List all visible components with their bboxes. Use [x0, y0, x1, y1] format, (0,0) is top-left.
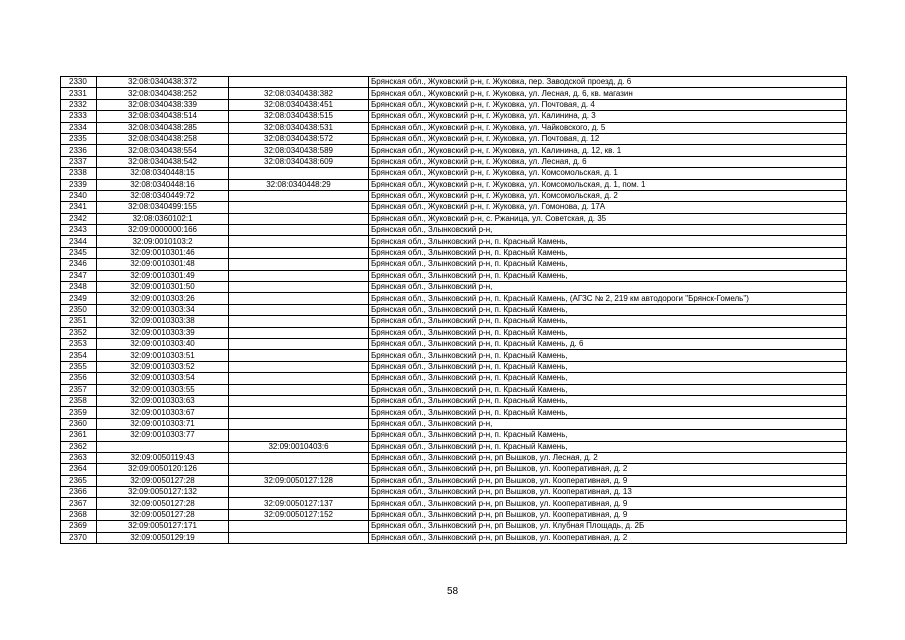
address-cell: Брянская обл., Злынковский р-н,: [369, 282, 847, 293]
address-cell: Брянская обл., Жуковский р-н, г. Жуковка, ул. Лесная, д. 6: [369, 156, 847, 167]
address-cell: Брянская обл., Злынковский р-н, п. Красный Камень,: [369, 304, 847, 315]
page-number: 58: [446, 586, 459, 597]
row-number-cell: 2367: [61, 498, 97, 509]
row-number-cell: 2336: [61, 145, 97, 156]
cadastral-number-cell: 32:08:0360102:1: [97, 213, 229, 224]
row-number-cell: 2358: [61, 395, 97, 406]
cadastral-number-cell: 32:09:0050129:19: [97, 532, 229, 543]
row-number-cell: 2360: [61, 418, 97, 429]
table-row: [61, 293, 847, 304]
cadastral-number-cell: 32:09:0010303:55: [97, 384, 229, 395]
cadastral-number-cell: 32:08:0340438:542: [97, 156, 229, 167]
table-row: [61, 441, 847, 452]
building-cadastral-number-cell: 32:08:0340448:29: [229, 179, 369, 190]
table-row: [61, 452, 847, 463]
table-row: [61, 145, 847, 156]
building-cadastral-number-cell: [229, 532, 369, 543]
row-number-cell: 2347: [61, 270, 97, 281]
cadastral-number-cell: 32:09:0010303:71: [97, 418, 229, 429]
address-cell: Брянская обл., Злынковский р-н, п. Красный Камень,: [369, 384, 847, 395]
table-row: [61, 168, 847, 179]
building-cadastral-number-cell: [229, 225, 369, 236]
row-number-cell: 2361: [61, 430, 97, 441]
table-row: [61, 532, 847, 543]
building-cadastral-number-cell: [229, 77, 369, 88]
address-cell: Брянская обл., Злынковский р-н, п. Красный Камень,: [369, 361, 847, 372]
address-cell: Брянская обл., Злынковский р-н, п. Красный Камень,: [369, 259, 847, 270]
table-row: [61, 509, 847, 520]
address-cell: Брянская обл., Злынковский р-н,: [369, 225, 847, 236]
row-number-cell: 2369: [61, 521, 97, 532]
building-cadastral-number-cell: [229, 282, 369, 293]
building-cadastral-number-cell: [229, 487, 369, 498]
table-row: [61, 464, 847, 475]
table-row: [61, 111, 847, 122]
building-cadastral-number-cell: [229, 373, 369, 384]
cadastral-number-cell: 32:09:0000000:166: [97, 225, 229, 236]
cadastral-number-cell: 32:09:0050127:28: [97, 509, 229, 520]
building-cadastral-number-cell: [229, 350, 369, 361]
row-number-cell: 2340: [61, 190, 97, 201]
cadastral-number-cell: 32:09:0050120:126: [97, 464, 229, 475]
cadastral-number-cell: 32:08:0340438:258: [97, 133, 229, 144]
row-number-cell: 2346: [61, 259, 97, 270]
building-cadastral-number-cell: 32:09:0010403:6: [229, 441, 369, 452]
row-number-cell: 2344: [61, 236, 97, 247]
address-cell: Брянская обл., Злынковский р-н, п. Красный Камень,: [369, 316, 847, 327]
table-row: [61, 236, 847, 247]
table-row: [61, 361, 847, 372]
address-cell: Брянская обл., Жуковский р-н, г. Жуковка, ул. Калинина, д. 12, кв. 1: [369, 145, 847, 156]
property-table: [60, 76, 847, 544]
address-cell: Брянская обл., Злынковский р-н, рп Вышков, ул. Кооперативная, д. 9: [369, 509, 847, 520]
building-cadastral-number-cell: [229, 384, 369, 395]
address-cell: Брянская обл., Злынковский р-н, рп Вышков, ул. Клубная Площадь, д. 2Б: [369, 521, 847, 532]
address-cell: Брянская обл., Жуковский р-н, с. Ржаница, ул. Советская, д. 35: [369, 213, 847, 224]
row-number-cell: 2332: [61, 99, 97, 110]
cadastral-number-cell: 32:09:0010303:26: [97, 293, 229, 304]
document-page: [60, 76, 846, 544]
table-row: [61, 202, 847, 213]
address-cell: Брянская обл., Злынковский р-н, п. Красный Камень,: [369, 270, 847, 281]
building-cadastral-number-cell: [229, 395, 369, 406]
cadastral-number-cell: 32:09:0010303:52: [97, 361, 229, 372]
row-number-cell: 2370: [61, 532, 97, 543]
table-row: [61, 133, 847, 144]
building-cadastral-number-cell: [229, 327, 369, 338]
address-cell: Брянская обл., Жуковский р-н, г. Жуковка, ул. Комсомольская, д. 1, пом. 1: [369, 179, 847, 190]
cadastral-number-cell: 32:09:0010303:54: [97, 373, 229, 384]
cadastral-number-cell: 32:09:0010301:46: [97, 247, 229, 258]
building-cadastral-number-cell: [229, 168, 369, 179]
cadastral-number-cell: 32:09:0010303:51: [97, 350, 229, 361]
row-number-cell: 2359: [61, 407, 97, 418]
cadastral-number-cell: 32:09:0010301:48: [97, 259, 229, 270]
building-cadastral-number-cell: [229, 521, 369, 532]
row-number-cell: 2342: [61, 213, 97, 224]
row-number-cell: 2348: [61, 282, 97, 293]
address-cell: Брянская обл., Жуковский р-н, г. Жуковка, ул. Почтовая, д. 4: [369, 99, 847, 110]
table-row: [61, 225, 847, 236]
cadastral-number-cell: 32:08:0340438:339: [97, 99, 229, 110]
cadastral-number-cell: 32:09:0050119:43: [97, 452, 229, 463]
table-row: [61, 179, 847, 190]
table-row: [61, 430, 847, 441]
address-cell: Брянская обл., Жуковский р-н, г. Жуковка, ул. Почтовая, д. 12: [369, 133, 847, 144]
table-row: [61, 373, 847, 384]
building-cadastral-number-cell: [229, 407, 369, 418]
row-number-cell: 2362: [61, 441, 97, 452]
cadastral-number-cell: 32:08:0340448:15: [97, 168, 229, 179]
row-number-cell: 2333: [61, 111, 97, 122]
table-row: [61, 122, 847, 133]
table-row: [61, 327, 847, 338]
table-row: [61, 487, 847, 498]
cadastral-number-cell: 32:09:0010303:77: [97, 430, 229, 441]
building-cadastral-number-cell: [229, 259, 369, 270]
row-number-cell: 2341: [61, 202, 97, 213]
address-cell: Брянская обл., Жуковский р-н, г. Жуковка, ул. Комсомольская, д. 1: [369, 168, 847, 179]
table-row: [61, 282, 847, 293]
table-row: [61, 338, 847, 349]
building-cadastral-number-cell: [229, 236, 369, 247]
cadastral-number-cell: 32:09:0010103:2: [97, 236, 229, 247]
building-cadastral-number-cell: 32:08:0340438:609: [229, 156, 369, 167]
cadastral-number-cell: 32:09:0010303:39: [97, 327, 229, 338]
table-row: [61, 99, 847, 110]
address-cell: Брянская обл., Злынковский р-н, п. Красный Камень,: [369, 430, 847, 441]
row-number-cell: 2364: [61, 464, 97, 475]
cadastral-number-cell: 32:08:0340438:252: [97, 88, 229, 99]
table-row: [61, 88, 847, 99]
table-row: [61, 521, 847, 532]
row-number-cell: 2350: [61, 304, 97, 315]
building-cadastral-number-cell: [229, 338, 369, 349]
address-cell: Брянская обл., Злынковский р-н, рп Вышков, ул. Кооперативная, д. 9: [369, 498, 847, 509]
table-row: [61, 190, 847, 201]
building-cadastral-number-cell: [229, 418, 369, 429]
row-number-cell: 2338: [61, 168, 97, 179]
cadastral-number-cell: 32:09:0010301:49: [97, 270, 229, 281]
address-cell: Брянская обл., Злынковский р-н, рп Вышков, ул. Кооперативная, д. 9: [369, 475, 847, 486]
table-row: [61, 498, 847, 509]
address-cell: Брянская обл., Злынковский р-н, п. Красный Камень,: [369, 407, 847, 418]
building-cadastral-number-cell: 32:08:0340438:382: [229, 88, 369, 99]
row-number-cell: 2345: [61, 247, 97, 258]
address-cell: Брянская обл., Злынковский р-н, п. Красный Камень,: [369, 441, 847, 452]
table-row: [61, 259, 847, 270]
building-cadastral-number-cell: [229, 464, 369, 475]
table-row: [61, 407, 847, 418]
building-cadastral-number-cell: [229, 190, 369, 201]
row-number-cell: 2334: [61, 122, 97, 133]
address-cell: Брянская обл., Жуковский р-н, г. Жуковка, пер. Заводской проезд, д. 6: [369, 77, 847, 88]
row-number-cell: 2354: [61, 350, 97, 361]
cadastral-number-cell: 32:08:0340438:554: [97, 145, 229, 156]
cadastral-number-cell: 32:08:0340499:155: [97, 202, 229, 213]
address-cell: Брянская обл., Жуковский р-н, г. Жуковка, ул. Калинина, д. 3: [369, 111, 847, 122]
building-cadastral-number-cell: [229, 452, 369, 463]
building-cadastral-number-cell: [229, 293, 369, 304]
cadastral-number-cell: 32:09:0010303:40: [97, 338, 229, 349]
row-number-cell: 2337: [61, 156, 97, 167]
cadastral-number-cell: 32:08:0340448:16: [97, 179, 229, 190]
address-cell: Брянская обл., Злынковский р-н, рп Вышков, ул. Кооперативная, д. 13: [369, 487, 847, 498]
table-row: [61, 213, 847, 224]
building-cadastral-number-cell: [229, 361, 369, 372]
cadastral-number-cell: 32:09:0050127:171: [97, 521, 229, 532]
row-number-cell: 2349: [61, 293, 97, 304]
row-number-cell: 2363: [61, 452, 97, 463]
address-cell: Брянская обл., Жуковский р-н, г. Жуковка, ул. Чайковского, д. 5: [369, 122, 847, 133]
building-cadastral-number-cell: [229, 202, 369, 213]
address-cell: Брянская обл., Злынковский р-н, п. Красный Камень, (АГЗС № 2, 219 км автодороги "Брянск-Гомель"): [369, 293, 847, 304]
building-cadastral-number-cell: 32:09:0050127:137: [229, 498, 369, 509]
building-cadastral-number-cell: [229, 270, 369, 281]
building-cadastral-number-cell: [229, 247, 369, 258]
building-cadastral-number-cell: [229, 316, 369, 327]
row-number-cell: 2357: [61, 384, 97, 395]
row-number-cell: 2368: [61, 509, 97, 520]
row-number-cell: 2330: [61, 77, 97, 88]
building-cadastral-number-cell: 32:08:0340438:589: [229, 145, 369, 156]
table-row: [61, 270, 847, 281]
cadastral-number-cell: 32:08:0340438:372: [97, 77, 229, 88]
address-cell: Брянская обл., Жуковский р-н, г. Жуковка, ул. Гомонова, д. 17А: [369, 202, 847, 213]
row-number-cell: 2331: [61, 88, 97, 99]
cadastral-number-cell: 32:09:0010303:34: [97, 304, 229, 315]
table-row: [61, 475, 847, 486]
cadastral-number-cell: 32:09:0010303:63: [97, 395, 229, 406]
address-cell: Брянская обл., Злынковский р-н, п. Красный Камень,: [369, 327, 847, 338]
building-cadastral-number-cell: 32:08:0340438:572: [229, 133, 369, 144]
address-cell: Брянская обл., Злынковский р-н, рп Вышков, ул. Кооперативная, д. 2: [369, 532, 847, 543]
cadastral-number-cell: 32:09:0050127:132: [97, 487, 229, 498]
address-cell: Брянская обл., Жуковский р-н, г. Жуковка, ул. Лесная, д. 6, кв. магазин: [369, 88, 847, 99]
address-cell: Брянская обл., Злынковский р-н, п. Красный Камень, д. 6: [369, 338, 847, 349]
table-row: [61, 316, 847, 327]
address-cell: Брянская обл., Жуковский р-н, г. Жуковка, ул. Комсомольская, д. 2: [369, 190, 847, 201]
row-number-cell: 2351: [61, 316, 97, 327]
address-cell: Брянская обл., Злынковский р-н, п. Красный Камень,: [369, 395, 847, 406]
row-number-cell: 2356: [61, 373, 97, 384]
table-row: [61, 247, 847, 258]
cadastral-number-cell: 32:08:0340449:72: [97, 190, 229, 201]
building-cadastral-number-cell: 32:08:0340438:515: [229, 111, 369, 122]
address-cell: Брянская обл., Злынковский р-н, рп Вышков, ул. Кооперативная, д. 2: [369, 464, 847, 475]
row-number-cell: 2355: [61, 361, 97, 372]
row-number-cell: 2365: [61, 475, 97, 486]
address-cell: Брянская обл., Злынковский р-н, п. Красный Камень,: [369, 350, 847, 361]
address-cell: Брянская обл., Злынковский р-н, п. Красный Камень,: [369, 236, 847, 247]
cadastral-number-cell: 32:09:0050127:28: [97, 498, 229, 509]
row-number-cell: 2335: [61, 133, 97, 144]
table-body: [61, 77, 847, 544]
building-cadastral-number-cell: [229, 213, 369, 224]
table-row: [61, 395, 847, 406]
cadastral-number-cell: 32:09:0010301:50: [97, 282, 229, 293]
cadastral-number-cell: 32:09:0010303:38: [97, 316, 229, 327]
building-cadastral-number-cell: 32:08:0340438:531: [229, 122, 369, 133]
cadastral-number-cell: 32:08:0340438:514: [97, 111, 229, 122]
building-cadastral-number-cell: [229, 430, 369, 441]
cadastral-number-cell: 32:09:0050127:28: [97, 475, 229, 486]
building-cadastral-number-cell: 32:09:0050127:128: [229, 475, 369, 486]
row-number-cell: 2366: [61, 487, 97, 498]
row-number-cell: 2343: [61, 225, 97, 236]
table-row: [61, 77, 847, 88]
address-cell: Брянская обл., Злынковский р-н, рп Вышков, ул. Лесная, д. 2: [369, 452, 847, 463]
row-number-cell: 2352: [61, 327, 97, 338]
building-cadastral-number-cell: [229, 304, 369, 315]
cadastral-number-cell: 32:09:0010303:67: [97, 407, 229, 418]
cadastral-number-cell: [97, 441, 229, 452]
cadastral-number-cell: 32:08:0340438:285: [97, 122, 229, 133]
table-row: [61, 156, 847, 167]
address-cell: Брянская обл., Злынковский р-н,: [369, 418, 847, 429]
address-cell: Брянская обл., Злынковский р-н, п. Красный Камень,: [369, 247, 847, 258]
building-cadastral-number-cell: 32:08:0340438:451: [229, 99, 369, 110]
address-cell: Брянская обл., Злынковский р-н, п. Красный Камень,: [369, 373, 847, 384]
row-number-cell: 2353: [61, 338, 97, 349]
table-row: [61, 350, 847, 361]
row-number-cell: 2339: [61, 179, 97, 190]
table-row: [61, 418, 847, 429]
table-row: [61, 304, 847, 315]
building-cadastral-number-cell: 32:09:0050127:152: [229, 509, 369, 520]
table-row: [61, 384, 847, 395]
